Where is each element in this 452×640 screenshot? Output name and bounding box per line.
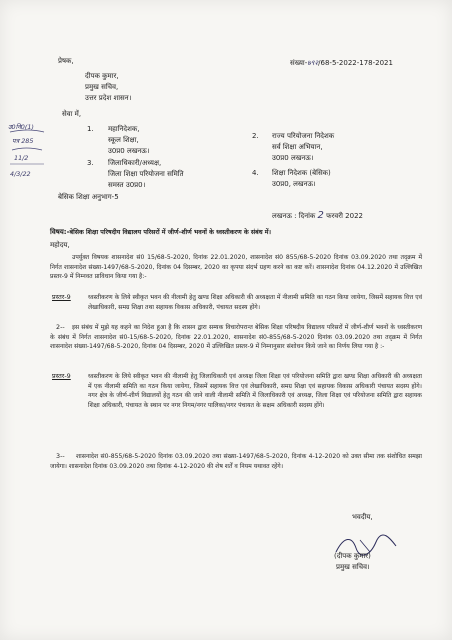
recipients-label: सेवा में, bbox=[62, 110, 82, 118]
subject-label: विषय:- bbox=[50, 228, 70, 236]
date-year: 2022 bbox=[345, 212, 363, 220]
recipient-3-number: 3. bbox=[87, 159, 94, 167]
subject-line bbox=[50, 228, 271, 237]
recipient-3-line-3: समस्त उ0प्र0। bbox=[108, 181, 146, 189]
sender-label: प्रेषक, bbox=[58, 57, 74, 65]
paragraph-3-number: 3-- bbox=[56, 452, 65, 460]
paragraph-1: उपर्युक्त विषयक शासनादेश सं0 15/68-5-2020, दिनांक 22.01.2020, शासनादेश सं0 855/68-5-2020 दिनांक 03.09.2020 तथा तद्क्रम में निर्गत शासनादेश संख्या-1497/68-5-2020, दिनांक 04 दिसम्बर, 2020 का कृपया संदर्भ ग्रहण करने का कष्ट करें। शासनादेश दिनांक 04.12.2020 में उल्लिखित प्रस्तर-9 में निम्नवत प्राविधान किया गया है:- bbox=[50, 254, 422, 281]
salutation: महोदय, bbox=[50, 241, 70, 249]
recipient-2-line-2: सर्व शिक्षा अभियान, bbox=[272, 143, 323, 151]
receipt-stamp bbox=[8, 120, 48, 192]
recipient-4-line-2: उ0प्र0, लखनऊ। bbox=[272, 180, 316, 188]
subject-text: बेसिक शिक्षा परिषदीय विद्यालय परिसरों में जीर्ण-शीर्ण भवनों के ध्वस्तीकरण के संबंध में। bbox=[69, 229, 271, 236]
ref-prefix: संख्या- bbox=[290, 59, 308, 67]
date-day: 2 bbox=[317, 210, 324, 221]
recipient-1-line-3: उ0प्र0 लखनऊ। bbox=[108, 147, 150, 155]
stamp-line-4: 4/3/22 bbox=[10, 170, 31, 178]
stamp-line-1: उ0नि0(1) bbox=[8, 123, 34, 131]
sender-government: उत्तर प्रदेश शासन। bbox=[85, 94, 132, 102]
recipient-4-line-1: शिक्षा निदेशक (बेसिक) bbox=[272, 169, 331, 177]
signatory-name: (दीपक कुमार) bbox=[334, 552, 371, 560]
ref-suffix: /68-5-2022-178-2021 bbox=[318, 59, 393, 67]
recipient-3-line-1: जिलाधिकारी/अध्यक्ष, bbox=[108, 159, 162, 167]
recipient-4-number: 4. bbox=[252, 169, 259, 177]
ref-handwritten-number: ७९२ bbox=[307, 59, 319, 67]
paragraph-2-quote-label: प्रस्तर-9 bbox=[52, 372, 71, 380]
stamp-line-3: 11/2 bbox=[14, 154, 29, 162]
recipient-1-number: 1. bbox=[87, 125, 94, 133]
paragraph-2: इस संबंध में मुझे यह कहने का निदेश हुआ है कि शासन द्वारा सम्यक विचारोपरान्त बेसिक शिक्षा परिषदीय विद्यालय परिसरों में जीर्ण-शीर्ण भवनों के ध्वस्तीकरण के संबंध में निर्गत शासनादेश सं0-15/68-5-2020, दिनांक 22.01.2020, शासनादेश सं0-855/68-5-2020 दिनांक 03.09.2020 तथा तद्क्रम में निर्गत शासनादेश संख्या-1497/68-5-2020, दिनांक 04 दिसम्बर, 2020 में उल्लिखित प्रस्तर-9 में निम्नानुसार संशोधन किये जाने का निर्णय लिया गया है :- bbox=[50, 324, 422, 351]
recipient-3-line-2: जिला शिक्षा परियोजना समिति bbox=[108, 170, 184, 178]
recipient-2-line-3: उ0प्र0 लखनऊ। bbox=[272, 154, 314, 162]
paragraph-3: शासनादेश सं0-855/68-5-2020 दिनांक 03.09.2020 तथा संख्या-1497/68-5-2020, दिनांक 4-12-2020 को उक्त सीमा तक संशोधित समझा जायेगा। शासनादेश दिनांक 03.09.2020 तथा दिनांक 4-12-2020 की शेष शर्तें व नियम यथावत रहेंगे। bbox=[50, 453, 422, 470]
section-name: बेसिक शिक्षा अनुभाग-5 bbox=[58, 193, 119, 201]
recipient-1-line-2: स्कूल शिक्षा, bbox=[108, 136, 139, 144]
paragraph-1-quote: ध्वस्तीकरण के लिये स्वीकृत भवन की नीलामी हेतु खण्ड शिक्षा अधिकारी की अध्यक्षता में नीलामी समिति का गठन किया जायेगा, जिसमें सहायक वित्त एवं लेखाधिकारी, समग्र शिक्षा तथा सहायक विकास अधिकारी, पंचायत सदस्य होंगे। bbox=[88, 294, 422, 311]
date-label: लखनऊ : दिनांक bbox=[272, 212, 316, 220]
recipient-1-line-1: महानिदेशक, bbox=[108, 125, 140, 133]
reference-number bbox=[290, 59, 393, 68]
recipient-2-number: 2. bbox=[252, 132, 259, 140]
letter-date bbox=[272, 211, 363, 221]
signatory-designation: प्रमुख सचिव। bbox=[336, 563, 370, 571]
date-month: फरवरी bbox=[326, 212, 343, 220]
paragraph-2-number: 2-- bbox=[56, 323, 65, 331]
recipient-2-line-1: राज्य परियोजना निदेशक bbox=[272, 132, 335, 140]
paragraph-1-quote-label: प्रस्तर-9 bbox=[52, 293, 71, 301]
sender-name: दीपक कुमार, bbox=[85, 72, 119, 80]
stamp-line-2: पत्र 285 bbox=[12, 137, 34, 145]
closing: भवदीय, bbox=[352, 513, 373, 521]
paragraph-2-quote: ध्वस्तीकरण के लिये स्वीकृत भवन की नीलामी हेतु जिलाधिकारी एवं अध्यक्ष जिला शिक्षा एवं परियोजना समिति द्वारा खण्ड शिक्षा अधिकारी की अध्यक्षता में एक नीलामी समिति का गठन किया जायेगा, जिसमें सहायक वित्त एवं लेखाधिकारी, समग्र शिक्षा एवं सहायक विकास अधिकारी पंचायत सदस्य होंगे। नगर क्षेत्र के जीर्ण-शीर्ण विद्यालयों हेतु गठन की जाने वाली नीलामी समिति में जिलाधिकारी एवं अध्यक्ष, जिला शिक्षा एवं परियोजना समिति द्वारा सहायक शिक्षा अधिकारी, पंचायत के स्थान पर नगर निगम/नगर पालिका/नगर पंचायत के सक्षम अधिकारी सदस्य होंगे। bbox=[88, 373, 422, 409]
sender-designation: प्रमुख सचिव, bbox=[85, 83, 119, 91]
